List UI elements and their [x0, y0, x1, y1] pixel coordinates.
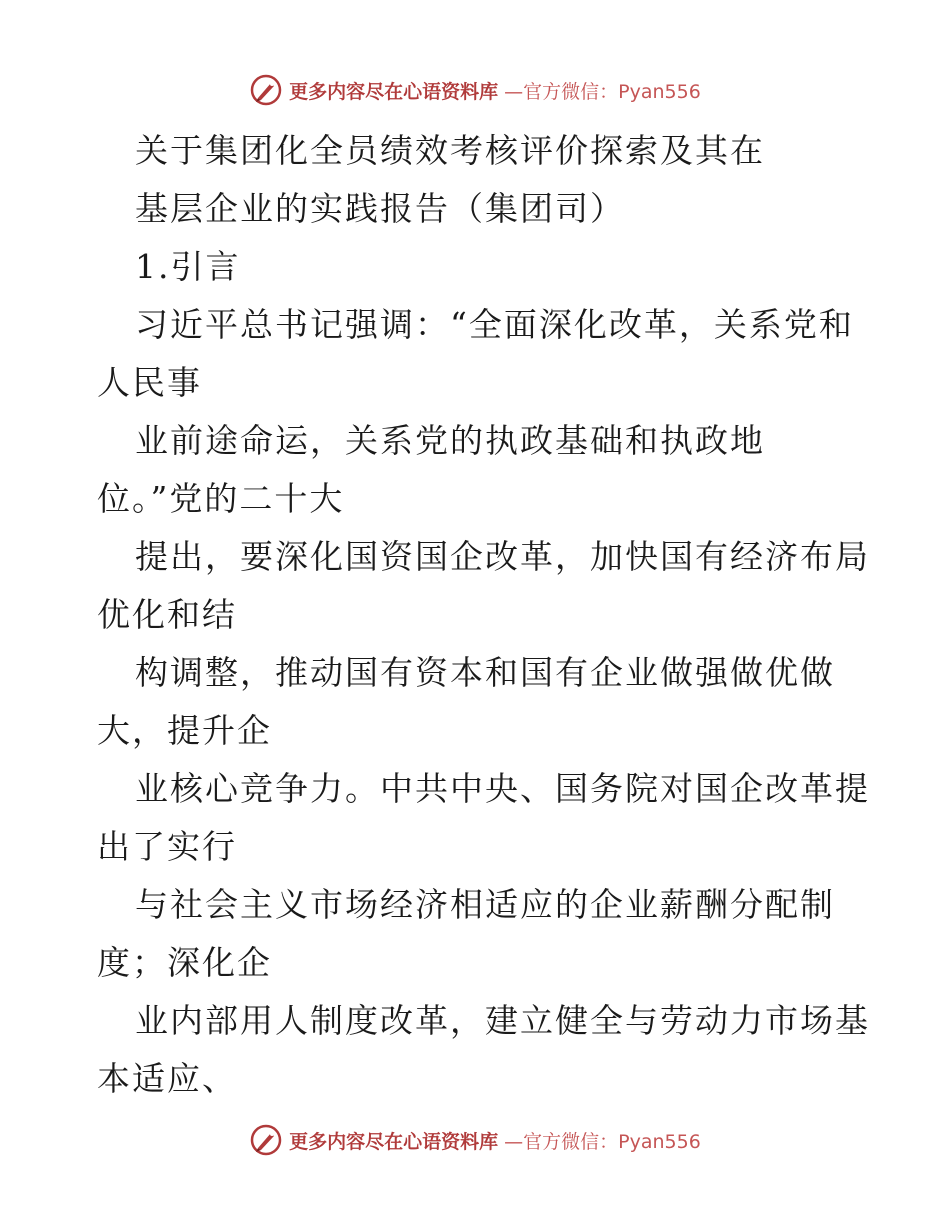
- footer-banner: [0, 1120, 950, 1160]
- pen-logo-icon: [249, 1123, 283, 1157]
- text-line: 人民事: [97, 363, 202, 402]
- text-line: 构调整，推动国有资本和国有企业做强做优做: [135, 653, 835, 692]
- text-line: 度；深化企: [97, 943, 272, 982]
- text-line: 业核心竞争力。中共中央、国务院对国企改革提: [135, 769, 870, 808]
- text-line: 业前途命运，关系党的执政基础和执政地: [135, 421, 765, 460]
- text-line: 位。”党的二十大: [97, 479, 345, 518]
- text-line: 习近平总书记强调：“全面深化改革，关系党和: [135, 305, 854, 344]
- text-line: 与社会主义市场经济相适应的企业薪酬分配制: [135, 885, 835, 924]
- text-line: 本适应、: [97, 1059, 237, 1098]
- text-line: 出了实行: [97, 827, 237, 866]
- banner-text: 更多内容尽在心语资料库: [289, 1130, 499, 1153]
- text-line: 提出，要深化国资国企改革，加快国有经济布局: [135, 537, 870, 576]
- text-line: 1.引言: [135, 247, 241, 286]
- text-line: 优化和结: [97, 595, 237, 634]
- text-line: 大，提升企: [97, 711, 272, 750]
- document-body: [97, 122, 897, 1108]
- header-banner: [0, 70, 950, 110]
- banner-text: 更多内容尽在心语资料库: [289, 80, 499, 103]
- banner-suffix: —官方微信：Pyan556: [504, 80, 701, 103]
- text-line: 基层企业的实践报告（集团司）: [135, 189, 625, 228]
- banner-suffix: —官方微信：Pyan556: [504, 1130, 701, 1153]
- text-line: 业内部用人制度改革，建立健全与劳动力市场基: [135, 1001, 870, 1040]
- pen-logo-icon: [249, 73, 283, 107]
- text-line: 关于集团化全员绩效考核评价探索及其在: [135, 131, 765, 170]
